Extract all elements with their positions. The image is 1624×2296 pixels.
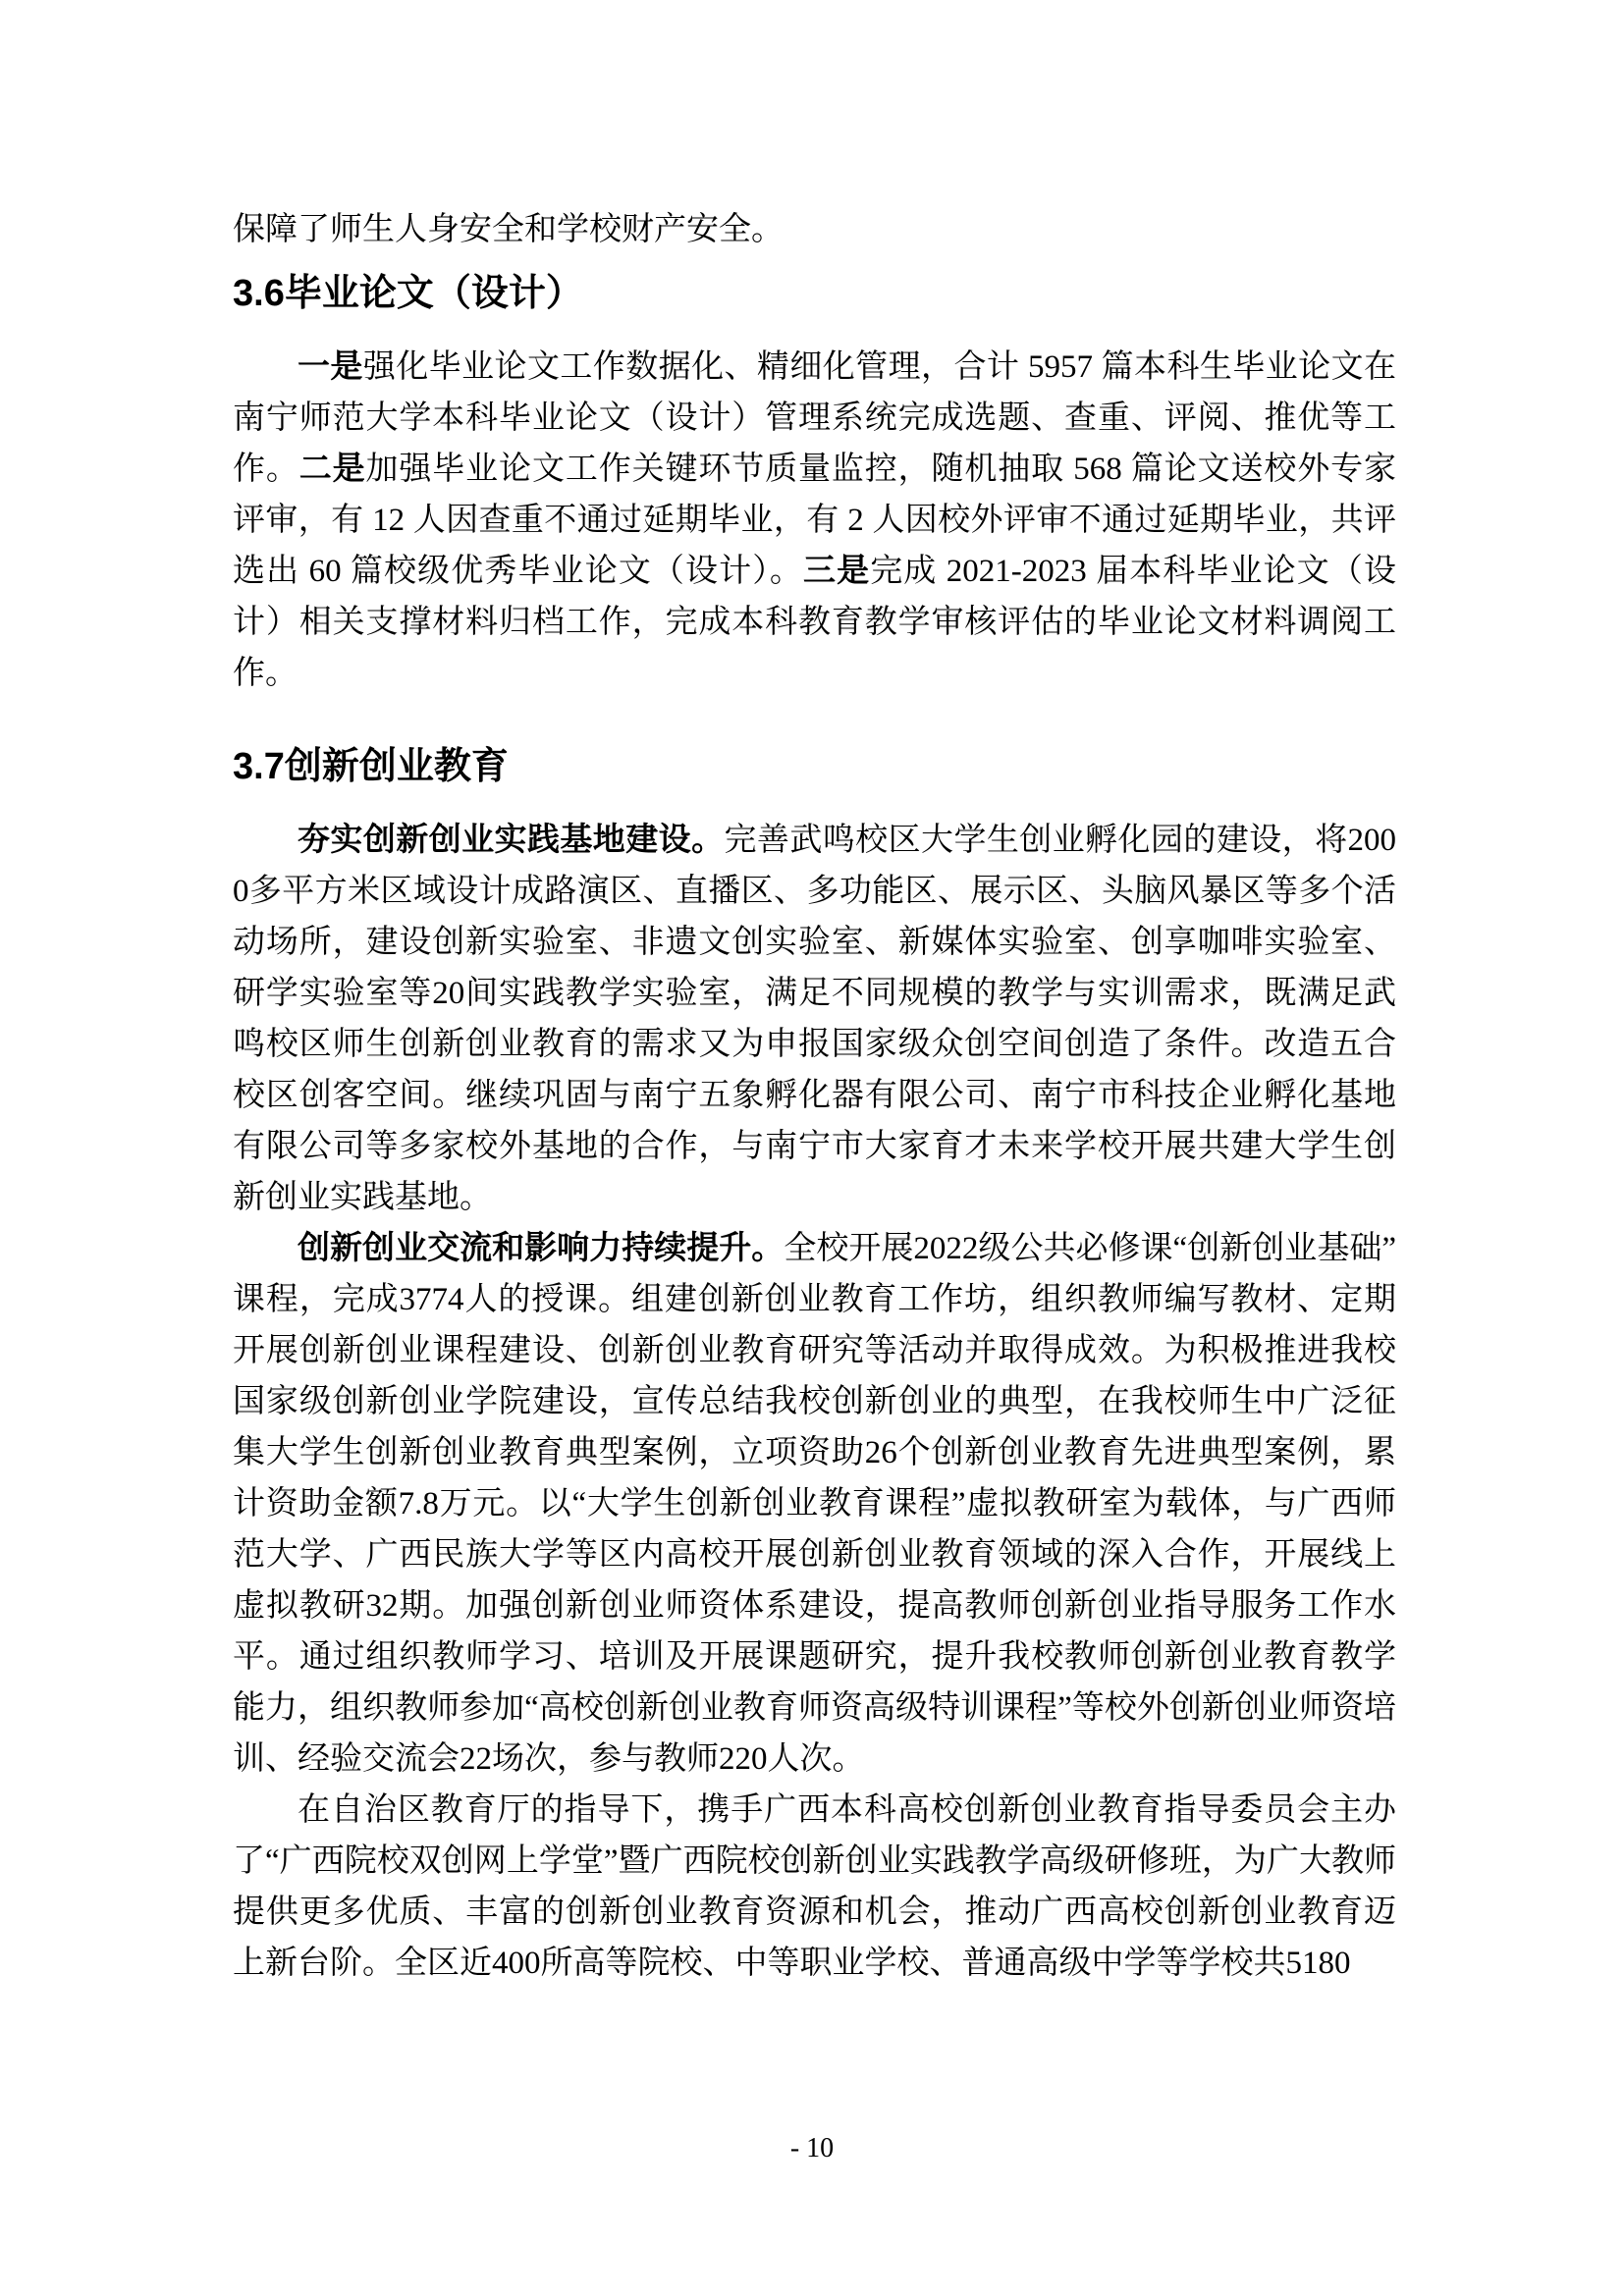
text-run: 在自治区教育厅的指导下，携手广西本科高校创新创业教育指导委员会主办了“广西院校双创网上学堂”暨广西院校创新创业实践教学高级研修班，为广大教师提供更多优质、丰富的创新创业教育资源和机会，推动广西高校创新创业教育迈上新台阶。全区近400所高等院校、中等职业学校、普通高级中学等学校共5180 [233, 1792, 1396, 1981]
text-run: 加强毕业论文工作关键环节质量监控，随机抽取 568 篇论文送校外专家评审，有 12 人因查重不通过延期毕业，有 2 人因校外评审不通过延期毕业，共评选出 60 篇校级优秀毕业论文（设计）。 [233, 452, 1397, 589]
paragraph-thesis-work [233, 342, 1396, 699]
text-run: 强化毕业论文工作数据化、精细化管理，合计 5957 篇本科生毕业论文在南宁师范大学本科毕业论文（设计）管理系统完成选题、查重、评阅、推优等工作。 [233, 349, 1396, 487]
text-run: 完成 2021-2023 届本科毕业论文（设计）相关支撑材料归档工作，完成本科教育教学审核评估的毕业论文材料调阅工作。 [233, 554, 1396, 691]
paragraph-exchange-influence [233, 1223, 1396, 1785]
section-heading-3-7: 3.7创新创业教育 [233, 746, 509, 787]
text-run: 完善武鸣校区大学生创业孵化园的建设，将2000多平方米区域设计成路演区、直播区、多功能区、展示区、头脑风暴区等多个活动场所，建设创新实验室、非遗文创实验室、新媒体实验室、创享咖啡实验室、研学实验室等20间实践教学实验室，满足不同规模的教学与实训需求，既满足武鸣校区师生创新创业教育的需求又为申报国家级众创空间创造了条件。改造五合校区创客空间。继续巩固与南宁五象孵化器有限公司、南宁市科技企业孵化基地有限公司等多家校外基地的合作，与南宁市大家育才未来学校开展共建大学生创新创业实践基地。 [233, 823, 1396, 1215]
text-run-bold: 一是 [298, 349, 363, 385]
text-run-bold: 夯实创新创业实践基地建设。 [298, 823, 725, 858]
page-number: - 10 [789, 2133, 835, 2163]
page-footer [0, 2132, 1624, 2165]
paragraph-regional-training [233, 1785, 1396, 1989]
page-content [233, 204, 1396, 1989]
paragraph-practice-base [233, 815, 1396, 1223]
text-run-bold: 创新创业交流和影响力持续提升。 [298, 1231, 785, 1266]
text-run-bold: 二是 [298, 452, 366, 487]
section-heading-3-6: 3.6毕业论文（设计） [233, 273, 583, 314]
paragraph-continuation: 保障了师生人身安全和学校财产安全。 [233, 212, 784, 247]
text-run-bold: 三是 [802, 554, 871, 589]
text-run: 全校开展2022级公共必修课“创新创业基础”课程，完成3774人的授课。组建创新创业教育工作坊，组织教师编写教材、定期开展创新创业课程建设、创新创业教育研究等活动并取得成效。为积极推进我校国家级创新创业学院建设，宣传总结我校创新创业的典型，在我校师生中广泛征集大学生创新创业教育典型案例，立项资助26个创新创业教育先进典型案例，累计资助金额7.8万元。以“大学生创新创业教育课程”虚拟教研室为载体，与广西师范大学、广西民族大学等区内高校开展创新创业教育领域的深入合作，开展线上虚拟教研32期。加强创新创业师资体系建设，提高教师创新创业指导服务工作水平。通过组织教师学习、培训及开展课题研究，提升我校教师创新创业教育教学能力，组织教师参加“高校创新创业教育师资高级特训课程”等校外创新创业师资培训、经验交流会22场次，参与教师220人次。 [233, 1231, 1397, 1777]
